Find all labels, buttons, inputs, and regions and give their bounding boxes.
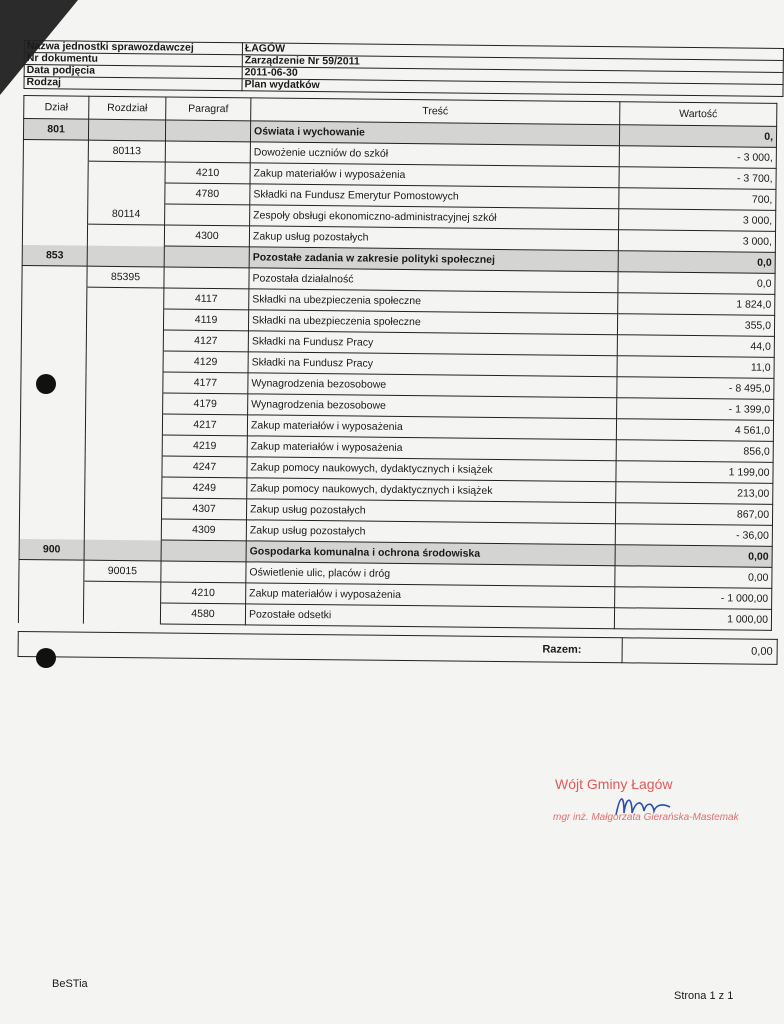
cell-wartosc: 1 000,00 xyxy=(614,608,771,631)
cell-rozdzial xyxy=(85,476,162,498)
cell-dzial xyxy=(23,202,88,224)
cell-dzial xyxy=(20,412,85,434)
meta-unit-label: Nazwa jednostki sprawozdawczej xyxy=(24,41,242,55)
cell-tresc: Wynagrodzenia bezosobowe xyxy=(248,373,617,398)
cell-wartosc: 856,0 xyxy=(616,440,773,463)
cell-paragraf: 4219 xyxy=(162,435,247,457)
cell-paragraf: 4247 xyxy=(162,456,247,478)
cell-rozdzial xyxy=(86,329,163,351)
header-wartosc: Wartość xyxy=(620,102,777,127)
cell-tresc: Składki na Fundusz Pracy xyxy=(248,331,617,356)
cell-dzial xyxy=(20,475,85,497)
cell-rozdzial xyxy=(86,371,163,393)
cell-wartosc: - 36,00 xyxy=(615,524,772,547)
expenditure-table xyxy=(18,95,777,631)
cell-dzial xyxy=(18,601,83,623)
cell-wartosc: 4 561,0 xyxy=(616,419,773,442)
cell-paragraf: 4129 xyxy=(163,351,248,373)
cell-tresc: Składki na Fundusz Emerytur Pomostowych xyxy=(250,184,619,209)
cell-wartosc: 867,00 xyxy=(615,503,772,526)
total-value: 0,00 xyxy=(622,638,777,665)
stamp-title: Wójt Gminy Łagów xyxy=(555,776,673,792)
document-meta-table xyxy=(23,40,783,97)
cell-tresc: Oświata i wychowanie xyxy=(250,121,619,146)
footer-software: BeSTia xyxy=(52,978,88,990)
cell-tresc: Dowożenie uczniów do szkół xyxy=(250,142,619,167)
cell-dzial xyxy=(22,265,87,287)
cell-paragraf: 4307 xyxy=(161,498,246,520)
cell-paragraf xyxy=(161,540,246,562)
cell-rozdzial xyxy=(87,287,164,309)
cell-paragraf xyxy=(161,561,246,583)
cell-wartosc: 3 000, xyxy=(618,230,775,253)
meta-doc-value: Zarządzenie Nr 59/2011 xyxy=(242,55,783,73)
cell-paragraf: 4300 xyxy=(164,225,249,247)
cell-wartosc: 3 000, xyxy=(619,209,776,232)
cell-rozdzial xyxy=(84,539,161,561)
header-tresc: Treść xyxy=(251,98,620,125)
cell-wartosc: - 3 700, xyxy=(619,167,776,190)
cell-dzial xyxy=(21,349,86,371)
cell-tresc: Pozostałe odsetki xyxy=(245,604,614,629)
cell-wartosc: 0,00 xyxy=(615,545,772,568)
cell-tresc: Zakup pomocy naukowych, dydaktycznych i książek xyxy=(247,478,616,503)
cell-tresc: Składki na Fundusz Pracy xyxy=(248,352,617,377)
cell-wartosc: - 3 000, xyxy=(619,146,776,169)
cell-wartosc: 213,00 xyxy=(616,482,773,505)
cell-dzial xyxy=(19,559,84,581)
cell-wartosc: 700, xyxy=(619,188,776,211)
meta-date-value: 2011-06-30 xyxy=(242,67,783,85)
cell-rozdzial xyxy=(87,224,164,246)
cell-wartosc: 1 824,0 xyxy=(618,293,775,316)
cell-dzial xyxy=(19,496,84,518)
cell-tresc: Wynagrodzenia bezosobowe xyxy=(248,394,617,419)
cell-wartosc: - 1 000,00 xyxy=(615,587,772,610)
cell-tresc: Zakup usług pozostałych xyxy=(246,520,615,545)
cell-paragraf xyxy=(165,120,250,142)
cell-paragraf xyxy=(164,246,249,268)
cell-dzial xyxy=(21,328,86,350)
cell-dzial: 801 xyxy=(23,119,88,141)
cell-tresc: Zakup usług pozostałych xyxy=(249,226,618,251)
cell-paragraf xyxy=(165,141,250,163)
cell-tresc: Zakup materiałów i wyposażenia xyxy=(246,583,615,608)
cell-paragraf: 4217 xyxy=(162,414,247,436)
cell-paragraf: 4580 xyxy=(160,603,245,625)
cell-wartosc: 0, xyxy=(619,125,776,148)
cell-rozdzial: 90015 xyxy=(84,560,161,582)
cell-wartosc: 0,0 xyxy=(618,251,775,274)
meta-type-value: Plan wydatków xyxy=(242,79,783,97)
cell-rozdzial xyxy=(86,350,163,372)
cell-paragraf: 4210 xyxy=(161,582,246,604)
cell-wartosc: 355,0 xyxy=(617,314,774,337)
meta-unit-value: ŁAGÓW xyxy=(242,43,783,61)
cell-tresc: Zespoły obsługi ekonomiczno-administracyjnej szkół xyxy=(250,205,619,230)
cell-tresc: Gospodarka komunalna i ochrona środowiska xyxy=(246,541,615,566)
cell-tresc: Zakup materiałów i wyposażenia xyxy=(247,415,616,440)
cell-dzial: 900 xyxy=(19,538,84,560)
cell-rozdzial xyxy=(88,182,165,204)
cell-tresc: Zakup usług pozostałych xyxy=(246,499,615,524)
cell-rozdzial xyxy=(88,119,165,141)
cell-wartosc: 11,0 xyxy=(617,356,774,379)
cell-rozdzial xyxy=(85,434,162,456)
cell-rozdzial xyxy=(86,392,163,414)
cell-paragraf: 4249 xyxy=(162,477,247,499)
punch-hole-bottom xyxy=(36,648,56,668)
cell-dzial xyxy=(20,454,85,476)
cell-tresc: Zakup materiałów i wyposażenia xyxy=(247,436,616,461)
header-paragraf: Paragraf xyxy=(166,97,251,121)
cell-dzial xyxy=(21,391,86,413)
header-dzial: Dział xyxy=(24,96,89,120)
cell-paragraf xyxy=(164,267,249,289)
total-row xyxy=(18,631,777,664)
cell-rozdzial: 85395 xyxy=(87,266,164,288)
cell-paragraf: 4210 xyxy=(165,162,250,184)
cell-rozdzial xyxy=(83,602,160,624)
cell-paragraf: 4179 xyxy=(163,393,248,415)
cell-wartosc: 0,0 xyxy=(618,272,775,295)
cell-rozdzial xyxy=(88,161,165,183)
cell-dzial: 853 xyxy=(22,244,87,266)
cell-tresc: Składki na ubezpieczenia społeczne xyxy=(248,310,617,335)
cell-tresc: Składki na ubezpieczenia społeczne xyxy=(249,289,618,314)
cell-dzial xyxy=(23,160,88,182)
total-label: Razem: xyxy=(18,631,622,662)
cell-paragraf: 4127 xyxy=(163,330,248,352)
cell-rozdzial xyxy=(84,518,161,540)
cell-rozdzial xyxy=(84,581,161,603)
cell-dzial xyxy=(22,223,87,245)
meta-date-label: Data podjęcia xyxy=(24,65,242,79)
cell-tresc: Pozostała działalność xyxy=(249,268,618,293)
stamp-name: mgr inż. Małgorzata Gierańska-Mastemak xyxy=(553,812,739,823)
cell-rozdzial xyxy=(85,413,162,435)
cell-paragraf: 4780 xyxy=(165,183,250,205)
cell-wartosc: 0,00 xyxy=(615,566,772,589)
cell-rozdzial xyxy=(86,308,163,330)
document-sheet xyxy=(18,40,784,665)
cell-dzial xyxy=(23,139,88,161)
cell-wartosc: - 8 495,0 xyxy=(617,377,774,400)
cell-rozdzial xyxy=(84,497,161,519)
cell-tresc: Pozostałe zadania w zakresie polityki społecznej xyxy=(249,247,618,272)
cell-paragraf: 4119 xyxy=(163,309,248,331)
cell-tresc: Zakup pomocy naukowych, dydaktycznych i książek xyxy=(247,457,616,482)
cell-rozdzial: 80114 xyxy=(88,203,165,225)
cell-paragraf: 4309 xyxy=(161,519,246,541)
cell-rozdzial xyxy=(87,245,164,267)
cell-paragraf xyxy=(165,204,250,226)
cell-dzial xyxy=(19,517,84,539)
footer-page-number: Strona 1 z 1 xyxy=(674,990,734,1002)
cell-rozdzial: 80113 xyxy=(88,140,165,162)
cell-dzial xyxy=(21,307,86,329)
total-table xyxy=(18,631,778,665)
meta-doc-label: Nr dokumentu xyxy=(24,53,242,67)
cell-dzial xyxy=(22,286,87,308)
cell-tresc: Oświetlenie ulic, placów i dróg xyxy=(246,562,615,587)
meta-type-label: Rodzaj xyxy=(24,77,242,91)
cell-rozdzial xyxy=(85,455,162,477)
header-rozdzial: Rozdział xyxy=(89,96,166,120)
punch-hole-top xyxy=(36,374,56,394)
cell-tresc: Zakup materiałów i wyposażenia xyxy=(250,163,619,188)
cell-wartosc: 1 199,00 xyxy=(616,461,773,484)
cell-dzial xyxy=(20,433,85,455)
cell-dzial xyxy=(19,580,84,602)
cell-paragraf: 4177 xyxy=(163,372,248,394)
cell-wartosc: - 1 399,0 xyxy=(617,398,774,421)
cell-wartosc: 44,0 xyxy=(617,335,774,358)
cell-paragraf: 4117 xyxy=(164,288,249,310)
cell-dzial xyxy=(23,181,88,203)
